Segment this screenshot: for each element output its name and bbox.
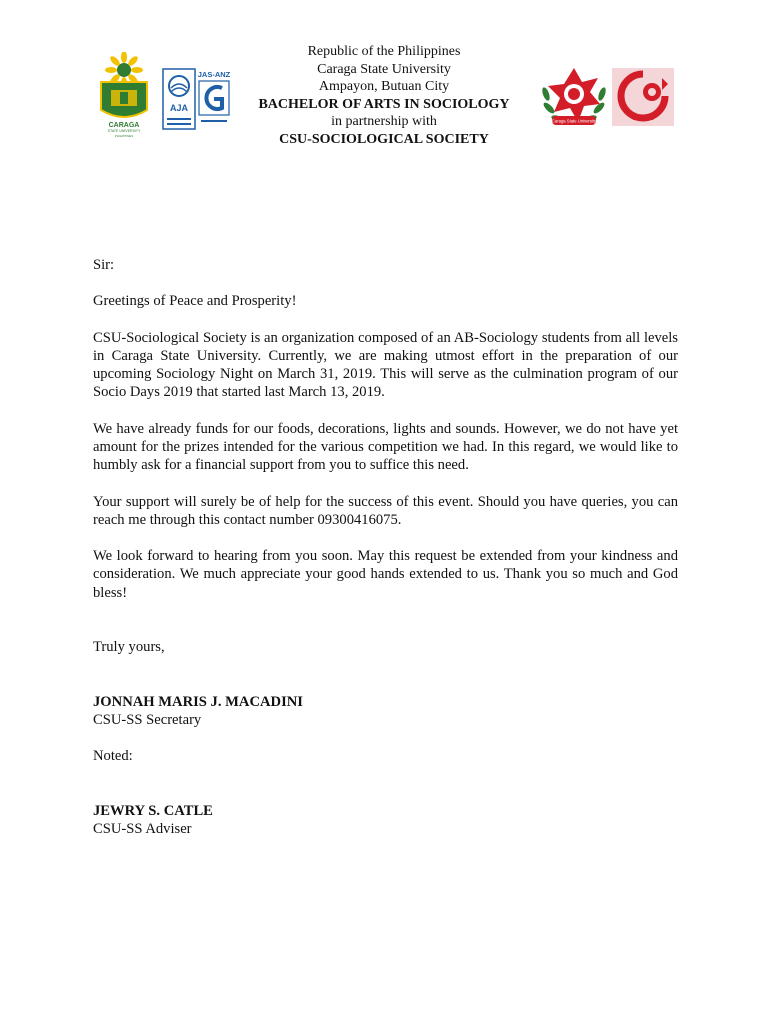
- paragraph-4: We look forward to hearing from you soon. May this request be extended from your kindness and consideration. We much appreciate your good hands extended to us. Thank you so much and God bless!: [93, 548, 678, 601]
- signer-2-title: CSU-SS Adviser: [93, 821, 192, 838]
- paragraph-2: We have already funds for our foods, decorations, lights and sounds. However, we do not have yet amount for the prizes intended for the various competition we had. In this regard, we would like to humbly ask for a financial support from you to suffice this need.: [93, 420, 678, 474]
- header-society: CSU-SOCIOLOGICAL SOCIETY: [279, 131, 489, 147]
- noted-label: Noted:: [93, 748, 133, 765]
- csu-logo-label: CARAGA: [108, 122, 140, 129]
- csu-seal-logo: [93, 52, 155, 138]
- csu-logo-sub2: PHILIPPINES: [114, 134, 134, 138]
- header-partnership: in partnership with: [331, 114, 437, 129]
- jas-anz-logo: [196, 68, 232, 130]
- header-republic: Republic of the Philippines: [307, 44, 461, 59]
- paragraph-1: CSU-Sociological Society is an organization composed of an AB-Sociology students from all levels in Caraga State University. Currently, we are making utmost effort in the preparation of our upcoming Sociology Night on March 31, 2019. This will serve as the culmination program of our Socio Days 2019 that started last March 13, 2019.: [93, 329, 678, 401]
- header-text-block: [230, 43, 538, 148]
- closing: Truly yours,: [93, 639, 165, 656]
- signer-1: [93, 693, 678, 729]
- csu-ss-logo: [612, 68, 674, 126]
- header-university: Caraga State University: [317, 61, 451, 77]
- header-address: Ampayon, Butuan City: [318, 79, 450, 94]
- sociological-society-logo: [538, 64, 610, 130]
- signer-2: [93, 802, 678, 838]
- aja-logo-label: AJA: [169, 103, 189, 113]
- paragraph-3: Your support will surely be of help for the success of this event. Should you have queries, you can reach me through this contact number 09300416075.: [93, 493, 678, 528]
- letter-body: [93, 256, 678, 838]
- signer-2-name: JEWRY S. CATLE: [93, 802, 213, 819]
- letterhead: [0, 0, 768, 150]
- greeting: Greetings of Peace and Prosperity!: [93, 293, 297, 310]
- signer-1-title: CSU-SS Secretary: [93, 711, 202, 728]
- aja-certification-logo: [162, 68, 196, 130]
- csu-ss-logo-label: CSU SS: [631, 116, 655, 122]
- salutation: Sir:: [93, 257, 115, 273]
- jas-anz-label: JAS-ANZ: [197, 70, 231, 79]
- sociological-society-logo-label: Caraga State University: [551, 118, 597, 124]
- signer-1-name: JONNAH MARIS J. MACADINI: [93, 693, 303, 710]
- csu-logo-sub: STATE UNIVERSITY: [107, 129, 141, 133]
- header-program: BACHELOR OF ARTS IN SOCIOLOGY: [258, 96, 510, 112]
